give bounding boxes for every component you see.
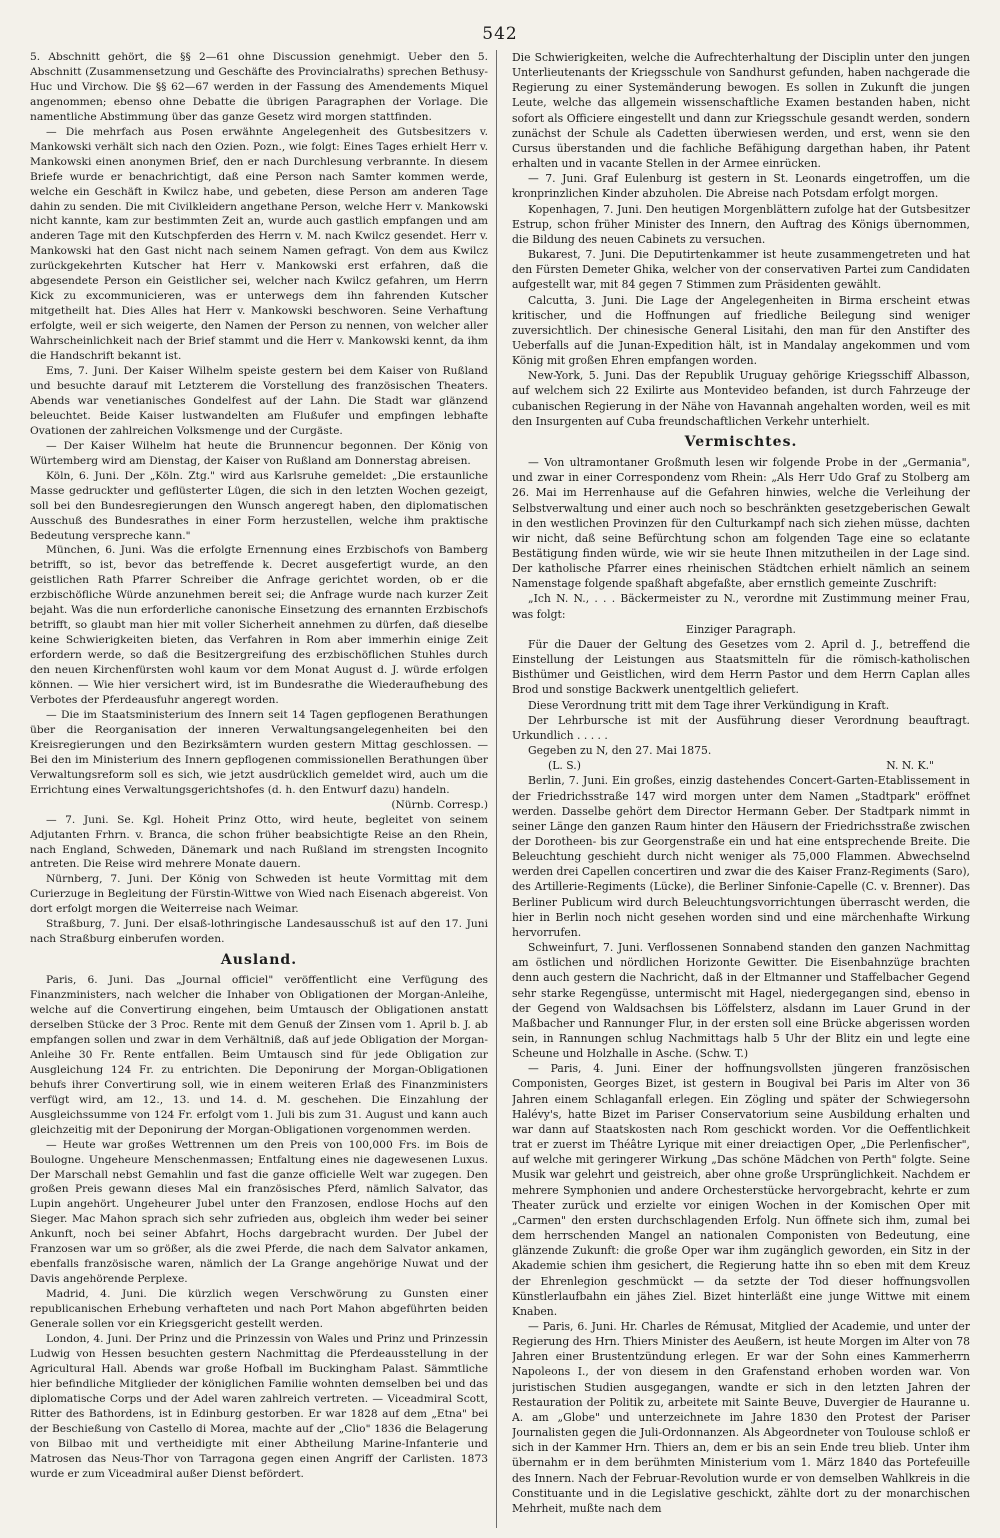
article-paragraph: Paris, 6. Juni. Das „Journal officiel" veröffentlicht eine Verfügung des Finanzministers, nach welcher die Inhaber von Obligationen der Morgan-Anleihe, welche auf die Convertirung eingehen, beim Umtausch der Obligationen anstatt derselben Stücke der 3 Proc. Rente mit dem Genuß der Zinsen vom 1. April b. J. ab empfangen sollen und zwar in dem Verhältniß, daß auf jede Obligation der Morgan-Anleihe 30 Fr. Rente entfallen. Beim Umtausch sind für jede Obligation zur Ausgleichung 124 Fr. zu entrichten. Die Deponirung der Morgan-Obligationen behufs ihrer Convertirung soll, wie in einem weiteren Erlaß des Finanzministers verfügt wird, am 12., 13. und 14. d. M. geschehen. Die Einzahlung der Ausgleichssumme von 124 Fr. erfolgt vom 1. Juli bis zum 31. August und kann auch gleichzeitig mit der Deponirung der Morgan-Obligationen vorgenommen werden. — [30, 973, 488, 1136]
article-paragraph: Ems, 7. Juni. Der Kaiser Wilhelm speiste gestern bei dem Kaiser von Rußland und besuchte darauf mit Letzterem die Vorstellung des französischen Theaters. Abends war venetianisches Gondelfest auf der Lahn. Die Stadt war glänzend beleuchtet. Beide Kaiser lustwandelten am Flußufer und empfingen lebhafte Ovationen der zahlreichen Volksmenge und der Curgäste. — [30, 364, 488, 437]
page-number: 542 — [482, 24, 518, 44]
article-paragraph: Straßburg, 7. Juni. Der elsaß-lothringische Landesausschuß ist auf den 17. Juni nach Straßburg einberufen worden. — [30, 917, 488, 946]
decree-date: Gegeben zu N, den 27. Mai 1875. — [528, 744, 712, 758]
right-column — [512, 50, 970, 1528]
article-paragraph: Madrid, 4. Juni. Die kürzlich wegen Verschwörung zu Gunsten einer republicanischen Erhebung verhafteten und nach Port Mahon abgeführten beiden Generale sollen vor ein Kriegsgericht gestellt werden. — [30, 1287, 488, 1331]
article-paragraph: — Paris, 4. Juni. Einer der hoffnungsvollsten jüngeren französischen Componisten, Georges Bizet, ist gestern in Bougival bei Paris im Alter von 36 Jahren einem Schlaganfall erlegen. Ein Zögling und später der Schwiegersohn Halévy's, hatte Bizet im Pariser Conservatorium seine Ausbildung erhalten und war dann auf Staatskosten nach Rom geschickt worden. Vor die Oeffentlichkeit trat er zuerst im Théâtre Lyrique mit einer dreiactigen Oper, „Die Perlenfischer", auf welche mit geringerer Wirkung „Das schöne Mädchen von Perth" folgte. Seine Musik war gelehrt und geistreich, aber ohne große Ursprünglichkeit. Nachdem er mehrere Symphonien und andere Orchesterstücke hervorgebracht, kehrte er zum Theater zurück und erzielte vor einigen Wochen in der Komischen Oper mit „Carmen" den ersten durchschlagenden Erfolg. Nun öffnete sich ihm, zumal bei dem herrschenden Mangel an nationalen Componisten von Bedeutung, eine glänzende Zukunft: die große Oper war ihm zugänglich geworden, ein Sitz in der Akademie schien ihm gesichert, die Regierung hatte ihn so eben mit dem Kreuz der Ehrenlegion geschmückt — da setzte der Tod dieser hoffnungsvollen Künstlerlaufbahn ein jähes Ziel. Bizet hinterläßt eine junge Wittwe mit einem Knaben. — [512, 1062, 970, 1318]
decree-signature — [512, 758, 970, 773]
decree-paragraph: Diese Verordnung tritt mit dem Tage ihrer Verkündigung in Kraft. — [528, 698, 890, 712]
signatory: N. N. K." — [886, 759, 934, 773]
quoted-decree: „Ich N. N., . . . Bäckermeister zu N., verordne mit Zustimmung meiner Frau, was folgt: — [512, 592, 970, 621]
article-paragraph: Calcutta, 3. Juni. Die Lage der Angelegenheiten in Birma erscheint etwas kritischer, und die Hoffnungen auf friedliche Beilegung sind weniger zuversichtlich. Der chinesische General Lisitahi, den man für den Anstifter des Ueberfalls auf die Junan-Expedition hält, ist in Mandalay angekommen und vom König mit großen Ehren empfangen worden. — [512, 293, 970, 368]
source-credit: (Nürnb. Corresp.) — [391, 797, 488, 811]
article-paragraph: — Die mehrfach aus Posen erwähnte Angelegenheit des Gutsbesitzers v. Mankowski verhält sich nach den Ozien. Pozn., wie folgt: Eines Tages erhielt Herr v. Mankowski einen anonymen Brief, den er nach Durchlesung verbrannte. In diesem Briefe wurde er benachrichtigt, daß eine Person nach Samter kommen werde, welche ein Geschäft in Kwilcz habe, und gebeten, diese Person am anderen Tage dahin zu senden. Die mit Civilkleidern angethane Person, welche Herr v. Mankowski nicht kannte, kam zur bestimmten Zeit an, wurde auch gastlich empfangen und am anderen Tage mit den Kutschpferden des Herrn v. M. nach Kwilcz gesendet. Herr v. Mankowski hat den Gast nicht nach seinem Namen gefragt. Von dem aus Kwilcz zurückgekehrten Kutscher hat Herr v. Mankowski erst erfahren, daß die abgesendete Person ein Geistlicher sei, welcher nach Kwilcz gefahren, um Herrn Kick zu excommunicieren, was er unterwegs dem ihn fahrenden Kutscher mitgetheilt hat. Dies Alles hat Herr v. Mankowski beschworen. Seine Verhaftung erfolgte, weil er sich weigerte, den Namen der Person zu nennen, von welcher aller Wahrscheinlichkeit nach der Brief stammt und die Herr v. Mankowski kennt, da ihm die Handschrift bekannt ist. — [30, 124, 488, 363]
section-heading-vermischtes: Vermischtes. — [684, 433, 798, 450]
article-paragraph: London, 4. Juni. Der Prinz und die Prinzessin von Wales und Prinz und Prinzessin Ludwig von Hessen besuchten gestern Nachmittag die Pferdeausstellung in der Agricultural Hall. Abends war große Hofball im Buckingham Palast. Sämmtliche hier befindliche Mitglieder der königlichen Familie wohnten demselben bei und das diplomatische Corps und der Adel waren zahlreich vertreten. — Viceadmiral Scott, Ritter des Bathordens, ist in Edinburg gestorben. Er war 1828 auf dem „Etna" bei der Beschießung von Castello di Morea, machte auf der „Clio" 1836 die Belagerung von Bilbao mit und vertheidigte mit einer Abtheilung Marine-Infanterie und Matrosen das Neus-Thor von Tarragona gegen einen Angriff der Carlisten. 1873 wurde er zum Viceadmiral außer Dienst befördert. — [30, 1332, 488, 1480]
article-paragraph: Köln, 6. Juni. Der „Köln. Ztg." wird aus Karlsruhe gemeldet: „Die erstaunliche Masse gedruckter und geflüsterter Lügen, die sich in den letzten Wochen gezeigt, soll bei den Bundesregierungen den Wunsch angeregt haben, den diplomatischen Ausschuß des Bundesrathes in einer Form herzustellen, welche ihm praktische Bedeutung verspreche kann." — [30, 468, 488, 542]
article-paragraph: 5. Abschnitt gehört, die §§ 2—61 ohne Discussion genehmigt. Ueber den 5. Abschnitt (Zusammensetzung und Geschäfte des Provincialraths) sprechen Bethusy-Huc und Virchow. Die §§ 62—67 werden in der Fassung des Amendements Miquel angenommen; ebenso ohne Debatte die übrigen Paragraphen der Vorlage. Die namentliche Abstimmung über das ganze Gesetz wird morgen stattfinden. — [30, 50, 488, 123]
column-divider — [496, 50, 497, 1528]
article-paragraph: München, 6. Juni. Was die erfolgte Ernennung eines Erzbischofs von Bamberg betrifft, so ist, bevor das betreffende k. Decret ausgefertigt wurde, an den geistlichen Rath Pfarrer Schreiber die Anfrage gerichtet worden, ob er die erzbischöfliche Würde anzunehmen bereit sei; die Anfrage wurde nach kurzer Zeit bejaht. Was die nun erforderliche canonische Einsetzung des ernannten Erzbischofs betrifft, so glaubt man hier mit voller Sicherheit annehmen zu dürfen, daß dieselbe keine Schwierigkeiten bieten, das Verfahren in Rom aber immerhin einige Zeit erfordern werde, so daß die Besitzergreifung des erzbischöflichen Stuhles durch den neuen Kirchenfürsten wohl kaum vor dem Monat August d. J. würde erfolgen können. — Wie hier versichert wird, ist im Bundesrathe die Wiederaufhebung des Verbotes der Pferdeausfuhr angeregt worden. — [30, 543, 488, 706]
article-paragraph: — Heute war großes Wettrennen um den Preis von 100,000 Frs. im Bois de Boulogne. Ungeheure Menschenmassen; Entfaltung eines nie dagewesenen Luxus. Der Marschall nebst Gemahlin und fast die ganze officielle Welt war zugegen. Den großen Preis gewann dieses Mal ein französisches Pferd, nämlich Salvator, das Lupin angehört. Ungeheurer Jubel unter den Franzosen, endlose Hochs auf den Sieger. Mac Mahon sprach sich sehr zufrieden aus, obgleich ihm weder bei seiner Ankunft, noch bei seiner Abfahrt, Hochs dargebracht wurden. Der Jubel der Franzosen war um so größer, als die zwei Pferde, die nach dem Salvator ankamen, ebenfalls französische waren, nämlich der La Grange angehörige Nuwat und der Davis angehörende Perplexe. — [30, 1137, 488, 1286]
decree-title: Einziger Paragraph. — [686, 622, 796, 636]
article-paragraph: New-York, 5. Juni. Das der Republik Uruguay gehörige Kriegsschiff Albasson, auf welchem sich 22 Exilirte aus Montevideo befanden, ist durch Fahrzeuge der cubanischen Regierung in der Nähe von Havannah angehalten worden, weil es mit den Insurgenten auf Cuba freundschaftlichen Verkehr unterhielt. — [512, 369, 970, 428]
seal-mark: (L. S.) — [548, 759, 581, 773]
article-paragraph: Bukarest, 7. Juni. Die Deputirtenkammer ist heute zusammengetreten und hat den Fürsten Demeter Ghika, welcher von der conservativen Partei zum Candidaten aufgestellt war, mit 84 gegen 7 Stimmen zum Präsidenten gewählt. — [512, 248, 970, 292]
article-paragraph: Die Schwierigkeiten, welche die Aufrechterhaltung der Disciplin unter den jungen Unterlieutenants der Kriegsschule von Sandhurst gefunden, haben nachgerade die Regierung zu einer Systemänderung bewogen. Es sollen in Zukunft die jungen Leute, welche das allgemein wissenschaftliche Examen bestanden haben, nicht sofort als Officiere eingestellt und dann zur Kriegsschule gesandt werden, sondern zunächst der Schule als Cadetten überwiesen werden, und erst, wenn sie den Cursus überstanden und die fachliche Befähigung dargethan haben, ihr Patent erhalten und in vacante Stellen in der Armee einrücken. — [512, 51, 970, 171]
article-paragraph: Schweinfurt, 7. Juni. Verflossenen Sonnabend standen den ganzen Nachmittag am östlichen und nördlichen Horizonte Gewitter. Die Eisenbahnzüge brachten denn auch gestern die Nachricht, daß in der Eltmanner und Staffelbacher Gegend sehr starke Regengüsse, untermischt mit Hagel, niedergegangen sind, ebenso in der Gegend von Waldsachsen bis Löffelsterz, alsdann im Lauer Grund in der Maßbacher und Rannunger Flur, in der ersten soll eine Brücke abgerissen worden sein, in Rannungen schlug Nachmittags halb 5 Uhr der Blitz ein und legte eine Scheune und Holzhalle in Asche. (Schw. T.) — [512, 941, 970, 1061]
article-paragraph: Kopenhagen, 7. Juni. Den heutigen Morgenblättern zufolge hat der Gutsbesitzer Estrup, schon früher Minister des Innern, den Auftrag des Königs übernommen, die Bildung des neuen Cabinets zu versuchen. — [512, 202, 970, 246]
decree-paragraph: Der Lehrbursche ist mit der Ausführung dieser Verordnung beauftragt. Urkundlich . . . . . — [512, 713, 970, 742]
article-paragraph: — 7. Juni. Graf Eulenburg ist gestern in St. Leonards eingetroffen, um die kronprinzlichen Kinder abzuholen. Die Abreise nach Potsdam erfolgt morgen. — [512, 172, 970, 201]
article-paragraph: — Paris, 6. Juni. Hr. Charles de Rémusat, Mitglied der Academie, und unter der Regierung des Hrn. Thiers Minister des Aeußern, ist heute Morgen im Alter von 78 Jahren einer Brustentzündung erlegen. Er war der Sohn eines Kammerherrn Napoleons I., der von diesem in den Grafenstand erhoben worden war. Von juristischen Studien ausgegangen, wandte er sich in den letzten Jahren der Restauration der Politik zu, arbeitete mit Sainte Beuve, Duvergier de Hauranne u. A. am „Globe" und unterzeichnete im Jahre 1830 den Protest der Pariser Journalisten gegen die Juli-Ordonnanzen. Als Abgeordneter von Toulouse schloß er sich in der Kammer Hrn. Thiers an, dem er bis an sein Ende treu blieb. Unter ihm übernahm er in dem berühmten Ministerium vom 1. März 1840 das Portefeuille des Innern. Nach der Februar-Revolution wurde er von demselben Wahlkreis in die Constituante und in die Legislative geschickt, zählte dort zu der monarchischen Mehrheit, mußte nach dem — [512, 1319, 970, 1515]
decree-paragraph: Für die Dauer der Geltung des Gesetzes vom 2. April d. J., betreffend die Einstellung der Leistungen aus Staatsmitteln für die römisch-katholischen Bisthümer und Geistlichen, wird dem Herrn Pastor und dem Herrn Caplan alles Brod und sonstige Backwerk unentgeltlich geliefert. — [512, 637, 970, 697]
section-heading-ausland: Ausland. — [220, 952, 298, 969]
article-paragraph: Nürnberg, 7. Juni. Der König von Schweden ist heute Vormittag mit dem Curierzuge in Begleitung der Fürstin-Wittwe von Wied nach Eisenach abgereist. Von dort erfolgt morgen die Weiterreise nach Weimar. — [30, 872, 488, 916]
article-paragraph: — Der Kaiser Wilhelm hat heute die Brunnencur begonnen. Der König von Würtemberg wird am Dienstag, der Kaiser von Rußland am Donnerstag abreisen. — [30, 438, 488, 467]
article-paragraph: — Die im Staatsministerium des Innern seit 14 Tagen gepflogenen Berathungen über die Reorganisation der inneren Verwaltungsangelegenheiten bei den Kreisregierungen und den Bezirksämtern wurden gestern Mittag geschlossen. — Bei den im Ministerium des Innern gepflogenen commissionellen Berathungen über Verwaltungsreform soll es sich, wie jetzt ausdrücklich gemeldet wird, auch um die Errichtung eines Verwaltungsgerichtshofes (d. h. den Entwurf dazu) handeln. — [30, 707, 488, 796]
article-paragraph: Berlin, 7. Juni. Ein großes, einzig dastehendes Concert-Garten-Etablissement in der Friedrichsstraße 147 wird morgen unter dem Namen „Stadtpark" eröffnet werden. Dasselbe gehört dem Director Hermann Geber. Der Stadtpark nimmt in seiner Länge den ganzen Raum hinter den Häusern der Friedrichsstraße zwischen der Dorotheen- bis zur Georgenstraße ein und hat eine entsprechende Breite. Die Beleuchtung geschieht durch nicht weniger als 75,000 Flammen. Abwechselnd werden drei Capellen concertiren und zwar die des Kaiser Franz-Regiments (Saro), des Artillerie-Regiments (Lücke), die Berliner Sinfonie-Capelle (C. v. Brenner). Das Berliner Publicum wird durch Beleuchtungsvorrichtungen überrascht werden, die hier in Berlin noch nicht gesehen worden sind und eine märchenhafte Wirkung hervorrufen. — [512, 774, 970, 939]
article-paragraph: — 7. Juni. Se. Kgl. Hoheit Prinz Otto, wird heute, begleitet von seinem Adjutanten Frhrn. v. Branca, die schon früher beabsichtigte Reise an den Rhein, nach England, Schweden, Dänemark und nach Rußland im strengsten Incognito antreten. Die Reise wird mehrere Monate dauern. — [30, 812, 488, 871]
article-paragraph: — Von ultramontaner Großmuth lesen wir folgende Probe in der „Germania", und zwar in einer Correspondenz vom Rhein: „Als Herr Udo Graf zu Stolberg am 26. Mai im Herrenhause auf die Gefahren hinwies, welche die Verleihung der Selbstverwaltung und einer auch noch so beschränkten gesetzgeberischen Gewalt in den westlichen Provinzen für den Culturkampf nach sich ziehen müsse, dachten wir nicht, daß seine Befürchtung schon am folgenden Tage eine so eclatante Bestätigung finden würde, wie wir sie heute Ihnen mitzutheilen in der Lage sind. Der katholische Pfarrer eines rheinischen Städtchen erhielt nämlich an seinem Namenstage folgende spaßhaft abgefaßte, aber ernstlich gemeinte Zuschrift: — [512, 456, 970, 591]
left-column — [30, 50, 488, 1528]
